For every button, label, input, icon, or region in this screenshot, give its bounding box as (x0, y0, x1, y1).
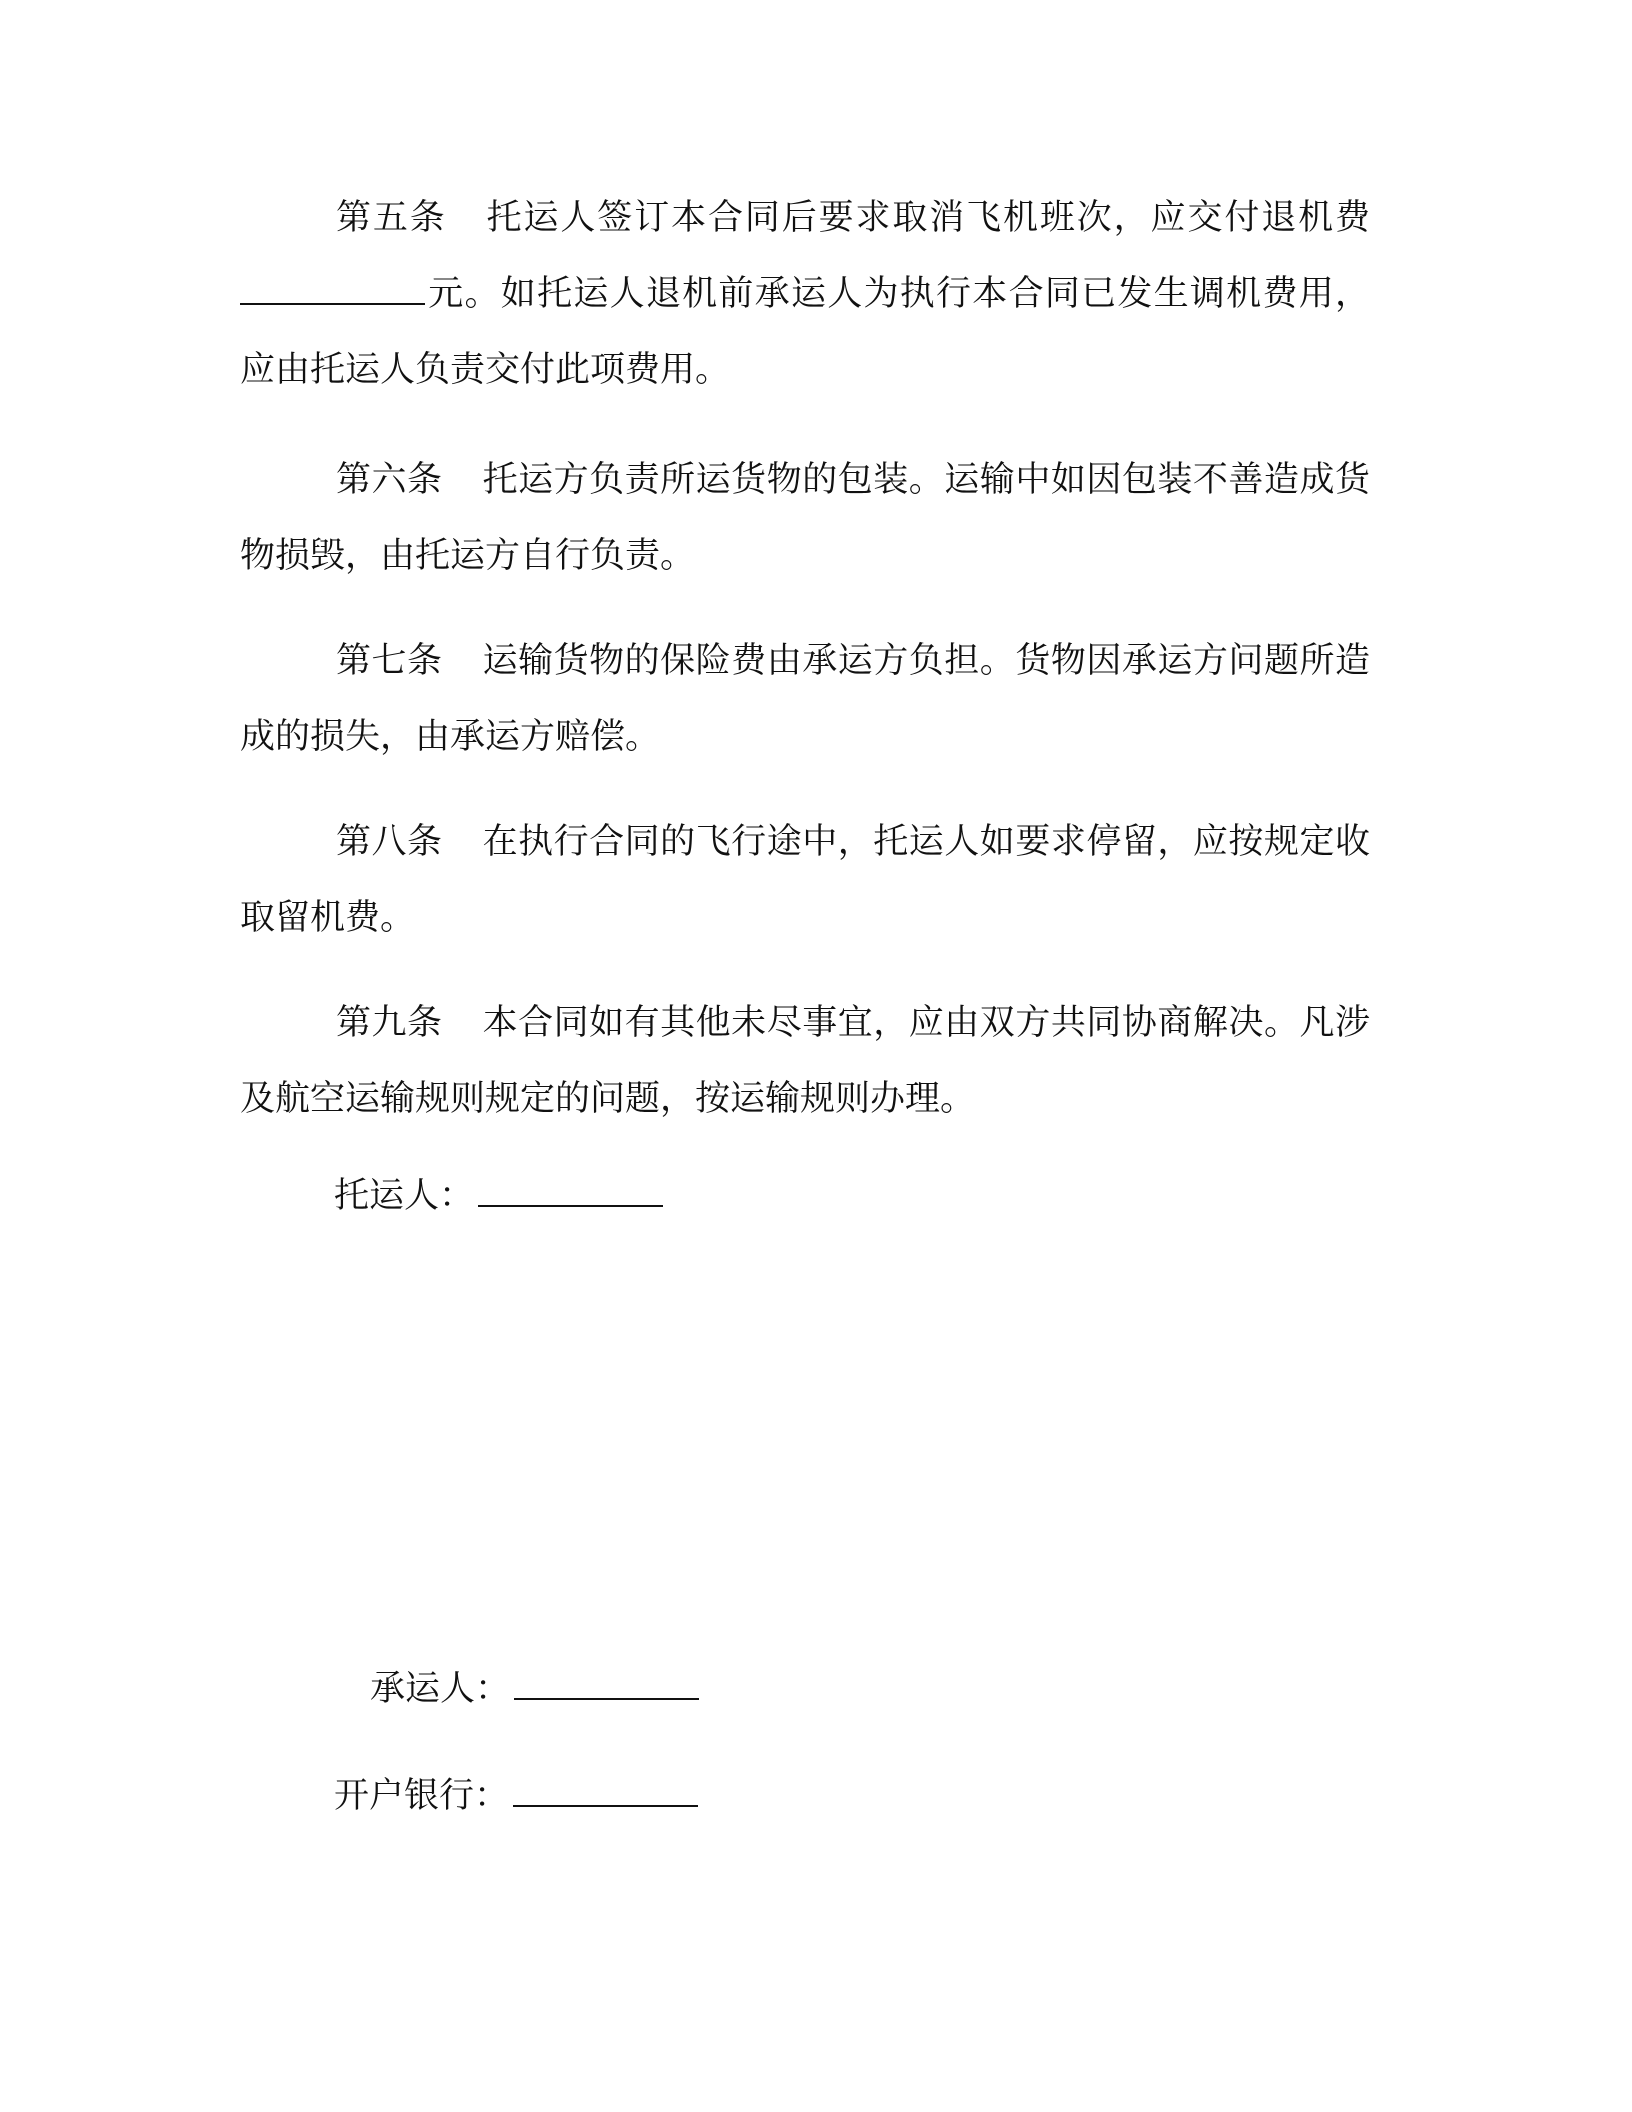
carrier-signature-blank[interactable] (514, 1665, 699, 1700)
carrier-signature-line (370, 1663, 699, 1715)
article-8-number: 第八条 (336, 822, 443, 862)
article-7-number: 第七条 (336, 641, 443, 681)
article-6-number: 第六条 (336, 460, 443, 500)
article-9 (240, 985, 1370, 1137)
shipper-signature-blank[interactable] (478, 1172, 663, 1207)
article-9-text: 本合同如有其他未尽事宜，应由双方共同协商解决。凡涉及航空运输规则规定的问题，按运输规则办理。 (240, 1003, 1370, 1119)
article-5-text-before: 托运人签订本合同后要求取消飞机班次，应交付退机费 (486, 198, 1370, 238)
shipper-label: 托运人： (334, 1176, 475, 1216)
article-7-text: 运输货物的保险费由承运方负担。货物因承运方问题所造成的损失，由承运方赔偿。 (240, 641, 1370, 757)
article-8 (240, 804, 1370, 956)
article-8-text: 在执行合同的飞行途中，托运人如要求停留，应按规定收取留机费。 (240, 822, 1370, 938)
article-9-number: 第九条 (336, 1003, 443, 1043)
bank-line (334, 1770, 698, 1822)
bank-label: 开户银行： (334, 1776, 510, 1816)
article-5-number: 第五条 (336, 198, 447, 238)
article-5 (240, 180, 1370, 408)
article-7 (240, 623, 1370, 775)
carrier-label: 承运人： (370, 1669, 511, 1709)
article-6 (240, 442, 1370, 594)
article-5-text-after: 元。如托运人退机前承运人为执行本合同已发生调机费用，应由托运人负责交付此项费用。 (240, 274, 1370, 390)
article-6-text: 托运方负责所运货物的包装。运输中如因包装不善造成货物损毁，由托运方自行负责。 (240, 460, 1370, 576)
shipper-signature-line (334, 1170, 663, 1222)
article-5-fee-blank[interactable] (240, 266, 425, 305)
bank-blank[interactable] (513, 1772, 698, 1807)
